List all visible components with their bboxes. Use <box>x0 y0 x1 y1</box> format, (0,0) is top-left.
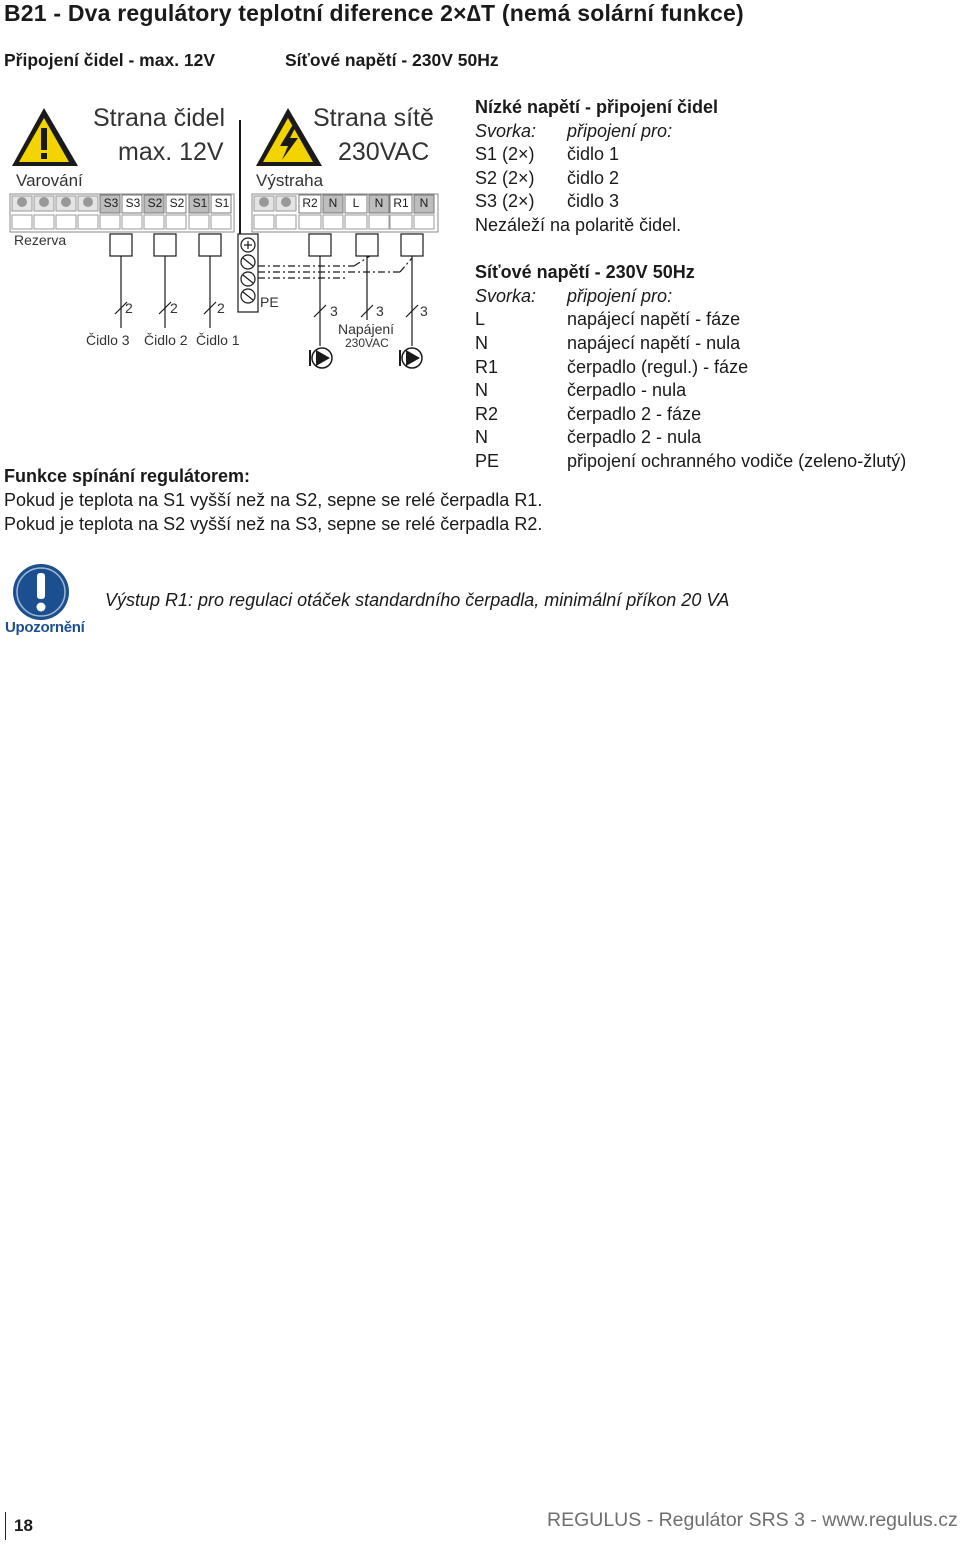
mains-side-voltage: 230VAC <box>338 138 430 166</box>
page-divider <box>5 1512 6 1540</box>
col-terminal: Svorka: <box>475 120 537 141</box>
terminal-label: N <box>374 196 384 210</box>
terminal-desc: čidlo 3 <box>567 191 620 212</box>
pump-icon <box>400 348 422 368</box>
terminal-row <box>475 308 906 332</box>
page-title: B21 - Dva regulátory teplotní diference 2×∆T (nemá solární funkce) <box>4 0 744 26</box>
mains-heading: Síťové napětí - 230V 50Hz <box>475 262 695 283</box>
wire-count: 2 <box>170 300 178 316</box>
function-line: Pokud je teplota na S1 vyšší než na S2, sepne se relé čerpadla R1. <box>4 490 543 510</box>
terminal-row <box>475 143 906 167</box>
terminal-code: PE <box>475 450 500 471</box>
pe-terminal <box>238 234 258 312</box>
terminal-desc: čerpadlo (regul.) - fáze <box>567 356 749 377</box>
sensor-terminal-labels <box>100 195 232 213</box>
wire-count: 3 <box>376 303 384 319</box>
supply-voltage: 230VAC <box>345 336 389 350</box>
terminal-row <box>475 403 906 427</box>
terminal-label: N <box>328 196 338 210</box>
col-for: připojení pro: <box>567 120 673 141</box>
notice-label: Upozornění <box>5 619 85 636</box>
terminal-code: R2 <box>475 403 499 424</box>
mains-terminal-labels <box>299 195 435 213</box>
wire-count: 2 <box>125 300 133 316</box>
terminal-label: S3 <box>125 196 141 210</box>
wire-count: 3 <box>420 303 428 319</box>
page-number: 18 <box>14 1516 33 1535</box>
sensor-side-title: Strana čidel <box>93 104 226 132</box>
low-voltage-heading: Nízké napětí - připojení čidel <box>475 97 719 117</box>
pump-icon <box>310 348 332 368</box>
caution-label: Výstraha <box>256 171 324 190</box>
terminal-desc: napájecí napětí - fáze <box>567 309 741 330</box>
terminal-row <box>475 332 906 356</box>
terminal-row <box>475 190 906 214</box>
terminal-label: S1 <box>214 196 230 210</box>
notice-text: Výstup R1: pro regulaci otáček standardního čerpadla, minimální příkon 20 VA <box>105 590 730 610</box>
terminal-desc: čerpadlo 2 - fáze <box>567 403 702 424</box>
reserve-label: Rezerva <box>14 232 67 248</box>
terminal-code: N <box>475 380 488 401</box>
col-terminal: Svorka: <box>475 285 537 306</box>
terminal-desc: napájecí napětí - nula <box>567 332 741 353</box>
terminal-label: S2 <box>147 196 163 210</box>
terminal-label: S2 <box>169 196 185 210</box>
terminal-code: N <box>475 332 488 353</box>
function-heading: Funkce spínání regulátorem: <box>4 466 251 486</box>
function-line: Pokud je teplota na S2 vyšší než na S3, sepne se relé čerpadla R2. <box>4 514 543 534</box>
warning-label: Varování <box>16 171 83 190</box>
polarity-note: Nezáleží na polaritě čidel. <box>475 214 682 235</box>
terminal-code: S2 (2×) <box>475 167 535 188</box>
terminal-code: N <box>475 427 488 448</box>
terminal-desc: čidlo 1 <box>567 144 620 165</box>
sensor-name: Čidlo 3 <box>86 332 130 348</box>
pe-label: PE <box>260 294 279 310</box>
subhead-sensors: Připojení čidel - max. 12V <box>4 50 216 70</box>
mains-side-title: Strana sítě <box>313 104 434 132</box>
terminal-label: R1 <box>393 196 409 210</box>
terminal-code: S1 (2×) <box>475 144 535 165</box>
wire-count: 3 <box>330 303 338 319</box>
function-section <box>4 464 542 536</box>
terminal-desc: čerpadlo - nula <box>567 380 687 401</box>
terminal-info <box>475 96 906 474</box>
terminal-label: L <box>352 196 360 210</box>
terminal-code: R1 <box>475 356 499 377</box>
terminal-row <box>475 426 906 450</box>
subhead-mains: Síťové napětí - 230V 50Hz <box>285 50 499 70</box>
col-for: připojení pro: <box>567 285 673 306</box>
wiring-diagram <box>0 88 470 388</box>
terminal-label: S1 <box>192 196 208 210</box>
warning-triangle-icon <box>12 108 78 166</box>
terminal-desc: čidlo 2 <box>567 167 620 188</box>
terminal-label: R2 <box>302 196 318 210</box>
wire-count: 2 <box>217 300 225 316</box>
terminal-label: S3 <box>103 196 119 210</box>
terminal-desc: čerpadlo 2 - nula <box>567 427 702 448</box>
sensor-side-voltage: max. 12V <box>118 138 224 166</box>
footer-text: REGULUS - Regulátor SRS 3 - www.regulus.cz <box>547 1509 958 1531</box>
supply-label: Napájení <box>338 321 395 337</box>
terminal-code: S3 (2×) <box>475 191 535 212</box>
terminal-row <box>475 167 906 191</box>
terminal-code: L <box>475 309 486 330</box>
terminal-row <box>475 379 906 403</box>
sensor-name: Čidlo 2 <box>144 332 188 348</box>
terminal-label: N <box>419 196 429 210</box>
terminal-row <box>475 356 906 380</box>
terminal-desc: připojení ochranného vodiče (zeleno-žlutý) <box>567 450 907 471</box>
sensor-name: Čidlo 1 <box>196 332 240 348</box>
